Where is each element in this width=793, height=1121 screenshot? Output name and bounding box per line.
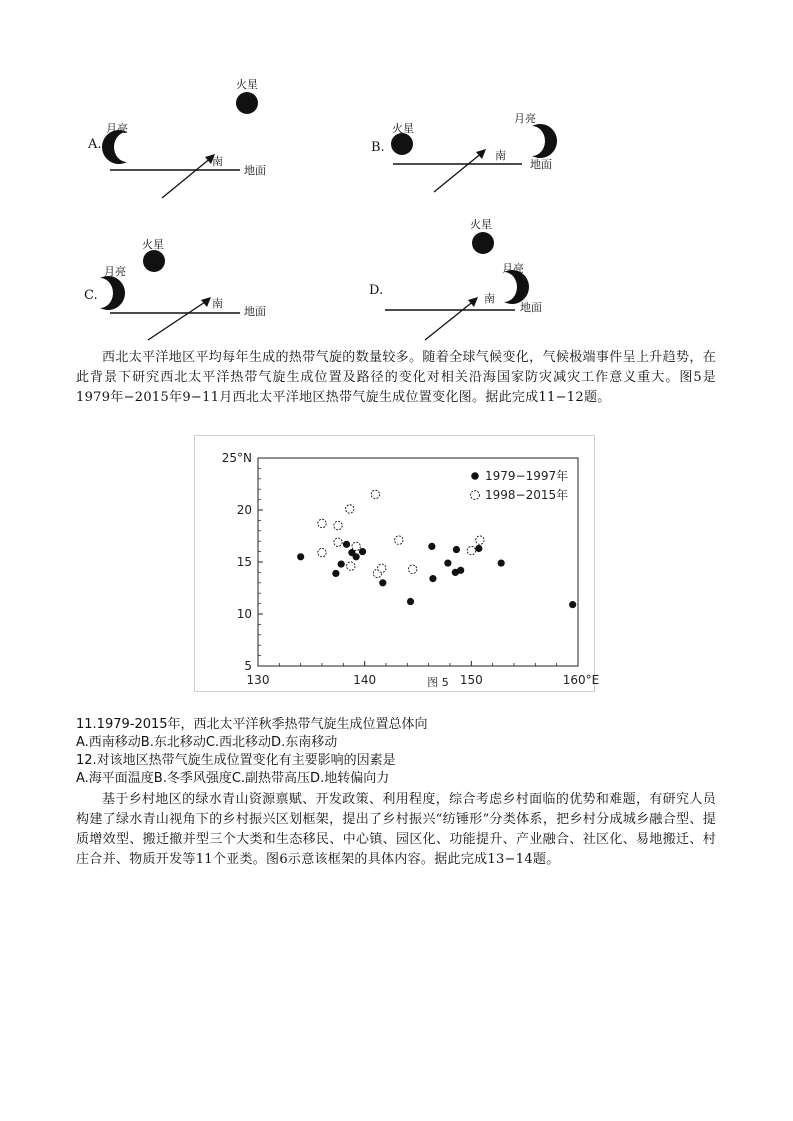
x-tick-label: 160°E — [562, 673, 600, 687]
arrow-head — [476, 149, 486, 159]
data-point-filled — [353, 553, 360, 560]
label-ground: 地面 — [530, 158, 552, 171]
label-mars: 火星 — [470, 218, 492, 231]
intro-paragraph: 西北太平洋地区平均每年生成的热带气旋的数量较多。随着全球气候变化，气候极端事件呈上升趋势，在此背景下研究西北太平洋热带气旋生成位置及路径的变化对相关沿海国家防灾减灾工作意义重大。图5是1979年−2015年9−11月西北太平洋地区热带气旋生成位置变化图。据此完成11−12题。 — [76, 350, 716, 405]
question-12-options: A.海平面温度B.冬季风强度C.副热带高压D.地转偏向力 — [76, 771, 390, 786]
legend-marker-filled — [471, 472, 479, 480]
y-tick-label: 15 — [236, 555, 252, 569]
question-11-stem: 11.1979-2015年，西北太平洋秋季热带气旋生成位置总体向 — [76, 717, 428, 732]
data-point-filled — [338, 560, 345, 567]
label-mars: 火星 — [236, 78, 258, 91]
data-point-open — [371, 490, 379, 498]
legend-label-1998-2015: 1998−2015年 — [485, 488, 569, 502]
data-point-filled — [475, 545, 482, 552]
data-point-filled — [359, 548, 366, 555]
data-point-filled — [407, 598, 414, 605]
label-south: 南 — [495, 149, 506, 162]
data-point-open — [318, 519, 326, 527]
option-label: D. — [369, 283, 384, 298]
data-point-open — [378, 564, 386, 572]
data-point-filled — [453, 546, 460, 553]
data-point-open — [346, 505, 354, 513]
mars-icon — [143, 250, 165, 272]
x-tick-label: 150 — [459, 673, 483, 687]
data-point-open — [395, 536, 403, 544]
diagram-d-graphic — [380, 222, 580, 344]
figure-caption: 图 5 — [427, 676, 449, 689]
data-point-open — [476, 536, 484, 544]
legend-marker-open — [471, 491, 480, 500]
data-point-filled — [379, 579, 386, 586]
data-point-filled — [457, 567, 464, 574]
y-tick-label: 25°N — [221, 451, 252, 465]
data-point-filled — [444, 559, 451, 566]
data-point-open — [352, 542, 360, 550]
data-point-open — [334, 538, 342, 546]
option-label: C. — [84, 288, 98, 303]
label-south: 南 — [484, 292, 495, 305]
question-12-stem: 12.对该地区热带气旋生成位置变化有主要影响的因素是 — [76, 753, 396, 768]
data-point-open — [467, 546, 475, 554]
sightline-arrow — [148, 300, 208, 340]
label-south: 南 — [212, 155, 223, 168]
data-point-open — [318, 548, 326, 556]
label-south: 南 — [212, 297, 223, 310]
data-point-filled — [498, 559, 505, 566]
data-point-open — [334, 521, 342, 529]
arrow-head — [201, 297, 211, 307]
label-mars: 火星 — [142, 238, 164, 251]
data-point-filled — [429, 575, 436, 582]
x-tick-label: 140 — [353, 673, 377, 687]
mars-icon — [472, 232, 494, 254]
label-moon: 月亮 — [106, 122, 128, 135]
scatter-chart — [195, 436, 600, 691]
mars-icon — [391, 133, 413, 155]
label-ground: 地面 — [244, 164, 266, 177]
legend-label-1979-1997: 1979−1997年 — [485, 469, 569, 483]
option-label: A. — [88, 137, 102, 152]
mars-icon — [236, 92, 258, 114]
data-point-filled — [343, 541, 350, 548]
x-tick-label: 130 — [246, 673, 270, 687]
label-mars: 火星 — [392, 122, 414, 135]
label-ground: 地面 — [520, 301, 542, 314]
rural-paragraph: 基于乡村地区的绿水青山资源禀赋、开发政策、利用程度，综合考虑乡村面临的优势和难题，有研究人员构建了绿水青山视角下的乡村振兴区划框架，提出了乡村振兴“纺锤形”分类体系，把乡村分成城乡融合型、提质增效型、搬迁撤并型三个大类和生态移民、中心镇、园区化、功能提升、产业融合、社区化、易地搬迁、村庄合并、物质开发等11个亚类。图6示意该框架的具体内容。据此完成13−14题。 — [76, 792, 716, 867]
figure-5 — [194, 435, 600, 692]
y-tick-label: 20 — [236, 503, 252, 517]
data-point-filled — [428, 543, 435, 550]
sightline-arrow — [425, 300, 475, 340]
label-moon: 月亮 — [104, 265, 126, 278]
diagram-c-graphic — [80, 240, 280, 344]
sightline-arrow — [434, 152, 483, 192]
diagrams-area — [0, 0, 793, 345]
data-point-filled — [332, 570, 339, 577]
moon-icon — [100, 276, 125, 310]
label-ground: 地面 — [244, 305, 266, 318]
data-point-open — [408, 565, 416, 573]
moon-icon — [532, 124, 557, 158]
arrow-head — [468, 297, 478, 307]
label-moon: 月亮 — [502, 262, 524, 275]
data-point-filled — [569, 601, 576, 608]
sightline-arrow — [162, 157, 212, 198]
label-moon: 月亮 — [514, 112, 536, 125]
option-label: B. — [371, 140, 385, 155]
data-point-filled — [297, 553, 304, 560]
data-point-open — [347, 562, 355, 570]
y-tick-label: 10 — [236, 607, 252, 621]
y-tick-label: 5 — [244, 659, 252, 673]
question-11-options: A.西南移动B.东北移动C.西北移动D.东南移动 — [76, 735, 338, 750]
